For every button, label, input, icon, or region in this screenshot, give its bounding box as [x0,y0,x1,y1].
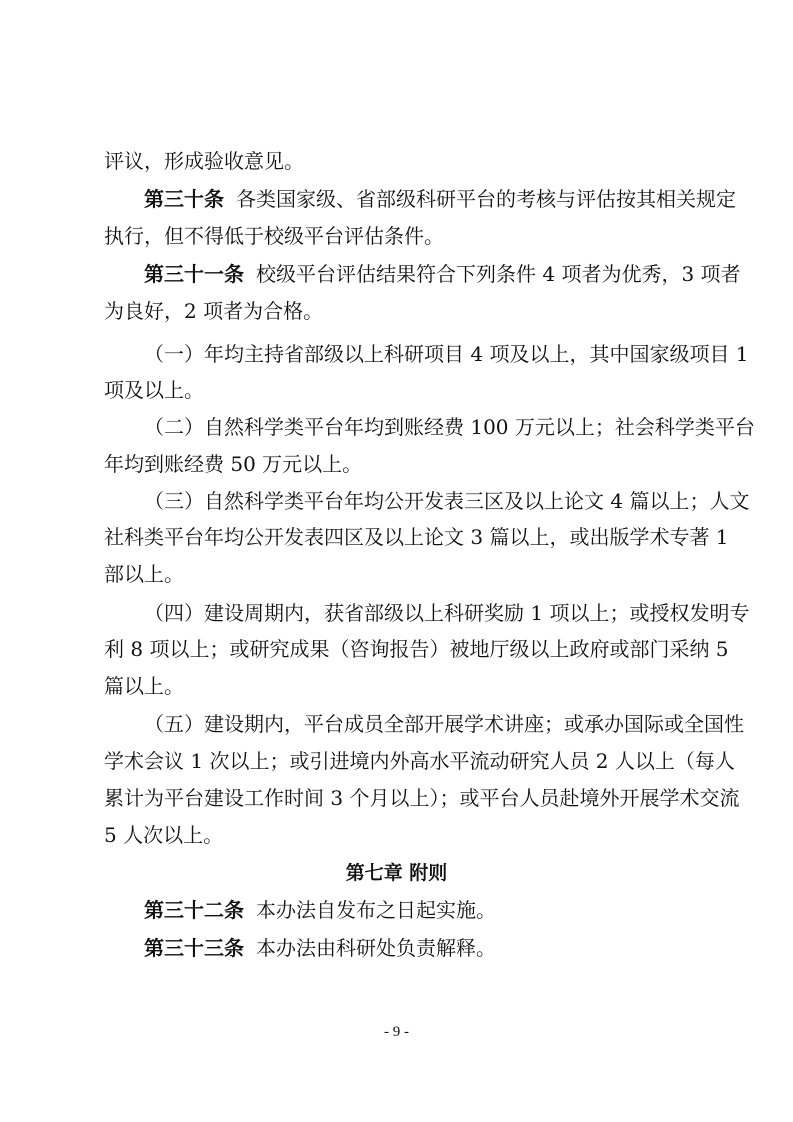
item-1-text-2: 项及以上。 [104,378,204,402]
item-2-line-1 [144,412,755,442]
item-1-line-2 [104,375,690,405]
item-3-line-2 [104,522,729,552]
article-33 [104,933,690,963]
article-30-text-1: 各类国家级、省部级科研平台的考核与评估按其相关规定 [236,187,736,211]
item-4-text-1: （四）建设周期内，获省部级以上科研奖励 1 项以上；或授权发明专 [144,601,750,625]
item-4-line-1 [144,598,750,628]
item-3-line-3 [104,559,690,589]
item-3-text-3: 部以上。 [104,562,184,586]
item-5-text-1: （五）建设期内，平台成员全部开展学术讲座；或承办国际或全国性 [144,712,744,736]
item-4-line-3 [104,671,690,701]
article-32-text: 本办法自发布之日起实施。 [256,898,496,922]
item-1-line-1 [144,339,749,369]
article-31-line-2 [104,296,690,326]
article-31-heading: 第三十一条 [144,262,244,286]
article-31-line-1 [104,259,741,289]
page-number: - 9 - [384,1024,409,1040]
item-2-line-2 [104,449,690,479]
item-3-text-2: 社科类平台年均公开发表四区及以上论文 3 篇以上，或出版学术专著 1 [104,525,729,549]
article-30-text-2: 执行，但不得低于校级平台评估条件。 [104,224,444,248]
item-5-line-2 [104,746,735,776]
article-33-heading: 第三十三条 [144,936,244,960]
item-5-text-4: 5 人次以上。 [104,823,224,847]
item-2-text-1: （二）自然科学类平台年均到账经费 100 万元以上；社会科学类平台 [144,415,755,439]
article-30-line-1 [104,184,736,214]
item-3-text-1: （三）自然科学类平台年均公开发表三区及以上论文 4 篇以上；人文 [144,489,750,513]
article-32-heading: 第三十二条 [144,898,244,922]
article-28-continuation [104,146,690,176]
item-5-line-3 [104,783,740,813]
article-28-text: 评议，形成验收意见。 [104,149,304,173]
item-4-line-2 [104,634,729,664]
article-32 [104,895,690,925]
chapter-7-heading: 第七章 附则 [345,862,448,884]
article-31-text-1: 校级平台评估结果符合下列条件 4 项者为优秀，3 项者 [256,262,741,286]
item-1-text-1: （一）年均主持省部级以上科研项目 4 项及以上，其中国家级项目 1 [144,342,749,366]
item-5-line-1 [144,709,744,739]
article-30-line-2 [104,221,690,251]
article-31-text-2: 为良好，2 项者为合格。 [104,299,324,323]
item-2-text-2: 年均到账经费 50 万元以上。 [104,452,363,476]
item-3-line-1 [144,486,750,516]
article-30-heading: 第三十条 [144,187,224,211]
item-5-text-2: 学术会议 1 次以上；或引进境内外高水平流动研究人员 2 人以上（每人 [104,749,735,773]
item-5-text-3: 累计为平台建设工作时间 3 个月以上）；或平台人员赴境外开展学术交流 [104,786,740,810]
item-5-line-4 [104,820,690,850]
article-33-text: 本办法由科研处负责解释。 [256,936,496,960]
item-4-text-2: 利 8 项以上；或研究成果（咨询报告）被地厅级以上政府或部门采纳 5 [104,637,729,661]
item-4-text-3: 篇以上。 [104,674,184,698]
